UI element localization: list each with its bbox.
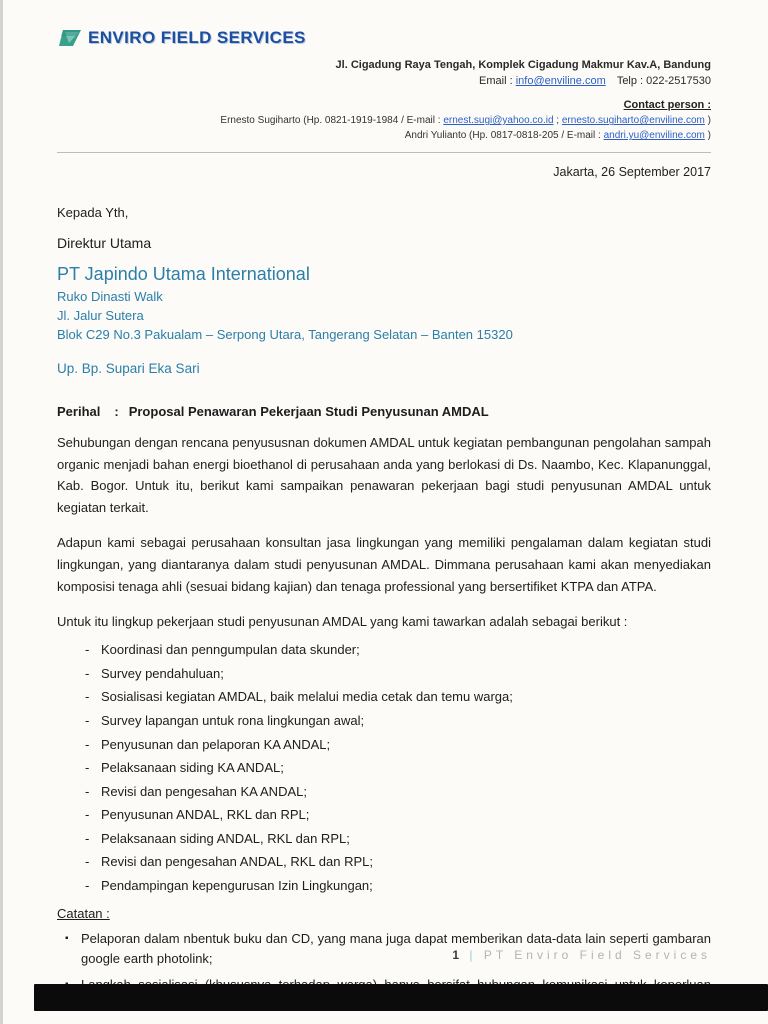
scope-list-item: - Revisi dan pengesahan KA ANDAL; (85, 783, 307, 799)
dash-marker: - (85, 854, 90, 870)
recipient-salutation: Kepada Yth, (57, 205, 129, 221)
dash-marker: - (85, 807, 90, 823)
recipient-address-line-3: Blok C29 No.3 Pakualam – Serpong Utara, Tangerang Selatan – Banten 15320 (57, 326, 513, 342)
contact-person-1: Ernesto Sugiharto (Hp. 0821-1919-1984 / E-mail : ernest.sugi@yahoo.co.id ; ernesto.sugiharto@enviline.com ) (220, 115, 711, 127)
scope-list-item: - Penyusunan dan pelaporan KA ANDAL; (85, 736, 331, 752)
subject-line (57, 404, 711, 419)
dash-marker: - (85, 736, 90, 752)
contact2-email-link[interactable]: andri.yu@enviline.com (603, 130, 705, 142)
recipient-address-line-2: Jl. Jalur Sutera (57, 308, 144, 324)
company-email-line (57, 74, 711, 89)
dash-marker: - (85, 760, 90, 776)
contact1-email-link-1[interactable]: ernest.sugi@yahoo.co.id (443, 115, 554, 127)
attention-line: Up. Bp. Supari Eka Sari (57, 360, 200, 376)
contact-person-2: Andri Yulianto (Hp. 0817-0818-205 / E-mail : andri.yu@enviline.com ) (404, 130, 711, 142)
scope-list-item: - Pelaksanaan siding KA ANDAL; (85, 760, 284, 776)
dash-marker: - (85, 642, 90, 658)
subject-text: Proposal Penawaran Pekerjaan Studi Penyusunan AMDAL (128, 403, 489, 419)
dash-marker: - (85, 830, 90, 846)
scope-list-item: - Revisi dan pengesahan ANDAL, RKL dan RPL; (85, 854, 373, 870)
company-logo-text: ENVIRO FIELD SERVICES (88, 28, 306, 47)
enviro-logo-icon (59, 30, 81, 46)
recipient-company: PT Japindo Utama International (57, 264, 310, 285)
scope-list-item: - Survey lapangan untuk rona lingkungan awal; (85, 712, 365, 728)
scope-list-item: - Pelaksanaan siding ANDAL, RKL dan RPL; (85, 830, 350, 846)
contact1-email-link-2[interactable]: ernesto.sugiharto@enviline.com (561, 115, 705, 127)
body-paragraph-2: Adapun kami sebagai perusahaan konsultan jasa lingkungan yang memiliki pengalaman dalam kegiatan studi lingkungan, yang diantaranya dalam studi penyusunan AMDAL. Dimmana perusahaan kami akan menyediakan komposisi tenaga ahli (sesuai bidang kajian) dan tenaga professional yang bersertifiket KTPA dan ATPA. (57, 535, 711, 594)
dash-marker: - (85, 783, 90, 799)
recipient-address-line-1: Ruko Dinasti Walk (57, 289, 163, 305)
notes-heading: Catatan : (57, 906, 110, 922)
letterhead-contact-block (57, 58, 711, 143)
letterhead (57, 28, 711, 179)
scope-list-item: - Penyusunan ANDAL, RKL dan RPL; (85, 807, 310, 823)
scope-list-item: - Koordinasi dan penngumpulan data skunder; (85, 642, 360, 658)
footer-page-number: 1 (452, 948, 460, 962)
scope-list (57, 641, 711, 894)
email-label: Email : (479, 75, 513, 88)
scope-list-item: - Sosialisasi kegiatan AMDAL, baik melalui media cetak dan temu warga; (85, 689, 513, 705)
dash-marker: - (85, 665, 90, 681)
company-address: Jl. Cigadung Raya Tengah, Komplek Cigadung Makmur Kav.A, Bandung (335, 59, 711, 71)
date-line: Jakarta, 26 September 2017 (553, 165, 711, 180)
recipient-block (57, 205, 711, 376)
dash-marker: - (85, 689, 90, 705)
dash-marker: - (85, 712, 90, 728)
square-bullet-icon: ▪ (65, 933, 69, 945)
note-item: ▪ Pelaporan dalam nbentuk buku dan CD, yang mana juga dapat memberikan data-data lain seperti gambaran google earth photolink; (65, 929, 711, 969)
scan-edge-artifact (0, 0, 3, 1024)
subject-label: Perihal (57, 403, 101, 419)
contact-person-heading: Contact person : (623, 98, 711, 111)
company-phone: Telp : 022-2517530 (616, 75, 711, 88)
footer-separator: | (469, 948, 474, 962)
letterhead-divider (57, 152, 711, 153)
subject-separator: : (114, 403, 119, 419)
scope-list-item: - Survey pendahuluan; (85, 665, 224, 681)
page-footer (452, 948, 711, 962)
recipient-address (57, 288, 711, 345)
body-paragraph-1: Sehubungan dengan rencana penyususnan dokumen AMDAL untuk kegiatan pembangunan pengolahan sampah organic menjadi bahan energi bioethanol di perusahaan anda yang berlokasi di Ds. Naambo, Kec. Klapanunggal, Kab. Bogor. Untuk itu, berikut kami sampaikan penawaran pekerjaan bagi studi penyusunan AMDAL untuk kegiatan terkait. (57, 434, 711, 516)
footer-company-text: PT Enviro Field Services (483, 948, 711, 962)
company-email-link[interactable]: info@enviline.com (515, 75, 606, 88)
scan-artifact-bar (34, 984, 768, 1011)
scope-list-item: - Pendampingan kepengurusan Izin Lingkungan; (85, 877, 373, 893)
body-paragraph-3: Untuk itu lingkup pekerjaan studi penyusunan AMDAL yang kami tawarkan adalah sebagai berikut : (57, 613, 628, 629)
recipient-title: Direktur Utama (57, 235, 152, 252)
company-logo (59, 28, 711, 48)
dash-marker: - (85, 877, 90, 893)
